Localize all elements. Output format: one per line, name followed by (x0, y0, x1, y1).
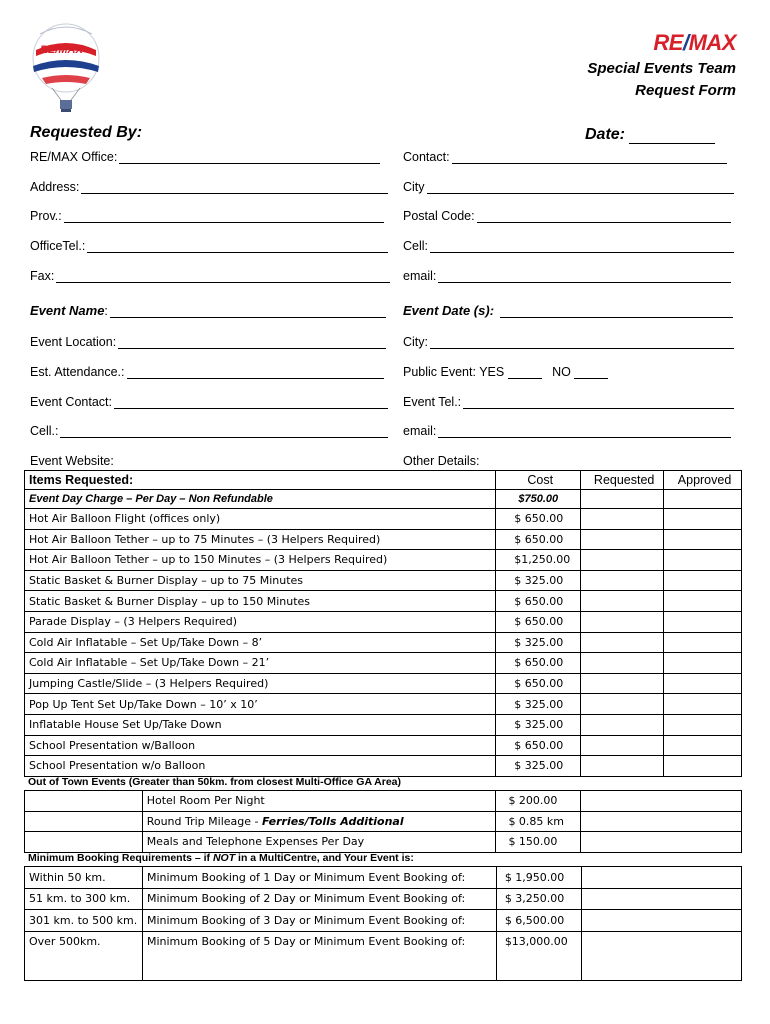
address-field[interactable] (30, 180, 388, 194)
out-of-town-blank-cell (25, 832, 143, 853)
address-line[interactable] (81, 181, 388, 194)
remax-office-line[interactable] (119, 151, 380, 164)
city-line[interactable] (427, 181, 734, 194)
contact-field[interactable] (403, 150, 727, 164)
min-booking-range: Over 500km. (25, 931, 143, 980)
address-label: Address: (30, 180, 80, 194)
min-booking-cost: $ 3,250.00 (496, 888, 581, 910)
item-cost: $ 325.00 (496, 570, 581, 591)
item-row (25, 756, 742, 777)
item-row (25, 735, 742, 756)
fax-label: Fax: (30, 269, 55, 283)
requested-cell[interactable] (581, 591, 664, 612)
item-cost: $ 650.00 (496, 591, 581, 612)
approved-cell[interactable] (664, 570, 742, 591)
approved-cell[interactable] (664, 714, 742, 735)
out-of-town-blank-cell (25, 791, 143, 812)
min-booking-row (25, 931, 742, 980)
cell-field[interactable] (403, 239, 734, 253)
event-location-label: Event Location: (30, 335, 117, 349)
requested-cell[interactable] (581, 509, 664, 530)
out-of-town-cost: $ 200.00 (496, 791, 581, 812)
min-booking-title-pre: Minimum Booking Requirements – if (28, 852, 213, 864)
items-header-row (25, 471, 742, 490)
attendance-label: Est. Attendance.: (30, 365, 125, 379)
city-field[interactable] (403, 180, 734, 194)
out-of-town-item-text: Round Trip Mileage - (146, 814, 262, 828)
event-contact-line[interactable] (114, 396, 388, 409)
item-row (25, 550, 742, 571)
day-charge-label: Event Day Charge – Per Day – Non Refundable (25, 490, 496, 509)
postal-code-line[interactable] (477, 210, 731, 223)
out-of-town-row (25, 791, 742, 812)
out-of-town-item (142, 832, 496, 853)
min-booking-blank-cell[interactable] (581, 910, 741, 932)
item-cost: $1,250.00 (496, 550, 581, 571)
item-name: Jumping Castle/Slide – (3 Helpers Required) (25, 673, 496, 694)
item-row (25, 611, 742, 632)
prov-line[interactable] (64, 210, 384, 223)
cell-line[interactable] (430, 240, 734, 253)
out-of-town-item (142, 811, 496, 832)
approved-cell[interactable] (664, 490, 742, 509)
items-header: Items Requested: (25, 471, 496, 490)
requested-cell[interactable] (581, 653, 664, 674)
out-of-town-cost: $ 0.85 km (496, 811, 581, 832)
balloon-logo-icon (28, 22, 104, 118)
requested-cell[interactable] (581, 550, 664, 571)
approved-cell[interactable] (664, 611, 742, 632)
title-line-2: Request Form (635, 82, 736, 99)
items-requested-table (24, 470, 742, 777)
item-name: Pop Up Tent Set Up/Take Down – 10’ x 10’ (25, 694, 496, 715)
min-booking-desc: Minimum Booking of 1 Day or Minimum Event Booking of: (142, 867, 496, 889)
remax-office-field[interactable] (30, 150, 380, 164)
event-cell-label: Cell.: (30, 424, 59, 438)
out-of-town-item (142, 791, 496, 812)
requested-cell[interactable] (581, 756, 664, 777)
out-of-town-title: Out of Town Events (Greater than 50km. from closest Multi-Office GA Area) (28, 776, 402, 788)
event-name-colon: : (104, 304, 108, 318)
item-row (25, 653, 742, 674)
requested-cell[interactable] (581, 632, 664, 653)
approved-cell[interactable] (664, 673, 742, 694)
min-booking-desc: Minimum Booking of 3 Day or Minimum Event Booking of: (142, 910, 496, 932)
requested-header: Requested (581, 471, 664, 490)
out-of-town-blank-cell[interactable] (581, 791, 742, 812)
event-website-label: Event Website: (30, 454, 114, 468)
brand-left: RE (653, 30, 683, 55)
event-city-label: City: (403, 335, 428, 349)
cost-header: Cost (496, 471, 581, 490)
item-cost: $ 325.00 (496, 714, 581, 735)
requested-cell[interactable] (581, 673, 664, 694)
item-cost: $ 650.00 (496, 529, 581, 550)
item-cost: $ 650.00 (496, 735, 581, 756)
brand-slash: / (682, 30, 689, 55)
public-event-label: Public Event: YES (403, 365, 505, 379)
out-of-town-cost: $ 150.00 (496, 832, 581, 853)
event-tel-label: Event Tel.: (403, 395, 462, 409)
item-name: Hot Air Balloon Flight (offices only) (25, 509, 496, 530)
attendance-field[interactable] (30, 365, 384, 379)
item-row (25, 694, 742, 715)
date-line[interactable] (629, 129, 715, 144)
approved-cell[interactable] (664, 550, 742, 571)
postal-code-field[interactable] (403, 209, 731, 223)
cell-label: Cell: (403, 239, 429, 253)
min-booking-range: 51 km. to 300 km. (25, 888, 143, 910)
out-of-town-row (25, 832, 742, 853)
item-row (25, 632, 742, 653)
item-name: Inflatable House Set Up/Take Down (25, 714, 496, 735)
item-name: School Presentation w/Balloon (25, 735, 496, 756)
item-name: Hot Air Balloon Tether – up to 150 Minutes – (3 Helpers Required) (25, 550, 496, 571)
requested-cell[interactable] (581, 611, 664, 632)
public-event-field[interactable] (403, 365, 608, 379)
event-name-field[interactable] (30, 303, 386, 318)
office-tel-line[interactable] (87, 240, 388, 253)
min-booking-title-post: in a MultiCentre, and Your Event is: (235, 852, 414, 864)
approved-cell[interactable] (664, 632, 742, 653)
item-name: Hot Air Balloon Tether – up to 75 Minutes – (3 Helpers Required) (25, 529, 496, 550)
postal-code-label: Postal Code: (403, 209, 475, 223)
public-no-line[interactable] (574, 366, 608, 379)
out-of-town-item-text: Hotel Room Per Night (146, 794, 265, 808)
fax-line[interactable] (56, 270, 390, 283)
event-cell-line[interactable] (60, 425, 388, 438)
out-of-town-blank-cell (25, 811, 143, 832)
out-of-town-blank-cell[interactable] (581, 811, 742, 832)
event-cell-field[interactable] (30, 424, 388, 438)
min-booking-blank-cell[interactable] (581, 867, 741, 889)
item-name: School Presentation w/o Balloon (25, 756, 496, 777)
approved-cell[interactable] (664, 756, 742, 777)
title-line-1: Special Events Team (587, 60, 736, 77)
event-date-line[interactable] (500, 305, 733, 318)
item-row (25, 509, 742, 530)
requested-cell[interactable] (581, 714, 664, 735)
brand-right: MAX (688, 30, 736, 55)
out-of-town-table (24, 790, 742, 853)
min-booking-cost: $13,000.00 (496, 931, 581, 980)
item-row (25, 673, 742, 694)
item-name: Cold Air Inflatable – Set Up/Take Down – 21’ (25, 653, 496, 674)
event-date-label: Event Date (s): (403, 303, 495, 318)
approved-header: Approved (664, 471, 742, 490)
event-email-line[interactable] (438, 425, 731, 438)
min-booking-cost: $ 6,500.00 (496, 910, 581, 932)
prov-label: Prov.: (30, 209, 62, 223)
min-booking-desc: Minimum Booking of 2 Day or Minimum Event Booking of: (142, 888, 496, 910)
contact-line[interactable] (452, 151, 727, 164)
approved-cell[interactable] (664, 735, 742, 756)
item-cost: $ 325.00 (496, 632, 581, 653)
event-city-field[interactable] (403, 335, 734, 349)
event-tel-line[interactable] (463, 396, 734, 409)
prov-field[interactable] (30, 209, 384, 223)
event-name-label: Event Name (30, 303, 105, 318)
requested-cell[interactable] (581, 490, 664, 509)
public-no-label: NO (552, 365, 571, 379)
approved-cell[interactable] (664, 694, 742, 715)
min-booking-range: Within 50 km. (25, 867, 143, 889)
email-label: email: (403, 269, 437, 283)
brand-wordmark (653, 30, 736, 56)
item-name: Parade Display – (3 Helpers Required) (25, 611, 496, 632)
event-name-line[interactable] (110, 305, 386, 318)
event-location-field[interactable] (30, 335, 386, 349)
email-line[interactable] (438, 270, 731, 283)
svg-text:RE/MAX: RE/MAX (40, 44, 83, 56)
approved-cell[interactable] (664, 529, 742, 550)
public-yes-line[interactable] (508, 366, 542, 379)
requested-by-heading: Requested By: (30, 124, 143, 141)
approved-cell[interactable] (664, 653, 742, 674)
requested-cell[interactable] (581, 735, 664, 756)
out-of-town-item-note: Ferries/Tolls Additional (261, 814, 404, 828)
out-of-town-blank-cell[interactable] (581, 832, 742, 853)
approved-cell[interactable] (664, 509, 742, 530)
min-booking-row (25, 888, 742, 910)
date-field[interactable] (585, 126, 715, 144)
min-booking-row (25, 867, 742, 889)
min-booking-blank-cell[interactable] (581, 931, 741, 980)
item-cost: $ 650.00 (496, 673, 581, 694)
day-charge-row (25, 490, 742, 509)
event-email-field[interactable] (403, 424, 731, 438)
min-booking-table (24, 866, 742, 981)
contact-label: Contact: (403, 150, 450, 164)
event-email-label: email: (403, 424, 437, 438)
fax-field[interactable] (30, 269, 390, 283)
event-contact-label: Event Contact: (30, 395, 112, 409)
out-of-town-item-text: Meals and Telephone Expenses Per Day (146, 835, 365, 849)
min-booking-title-em: NOT (212, 852, 236, 864)
item-cost: $ 325.00 (496, 756, 581, 777)
event-date-field[interactable] (403, 303, 733, 318)
date-label: Date: (585, 126, 626, 143)
requested-cell[interactable] (581, 529, 664, 550)
min-booking-row (25, 910, 742, 932)
event-city-line[interactable] (430, 336, 734, 349)
event-tel-field[interactable] (403, 395, 734, 409)
min-booking-cost: $ 1,950.00 (496, 867, 581, 889)
item-name: Static Basket & Burner Display – up to 75 Minutes (25, 570, 496, 591)
min-booking-range: 301 km. to 500 km. (25, 910, 143, 932)
item-name: Static Basket & Burner Display – up to 150 Minutes (25, 591, 496, 612)
other-details-label: Other Details: (403, 454, 480, 468)
item-row (25, 591, 742, 612)
form-title (587, 58, 736, 102)
attendance-line[interactable] (127, 366, 384, 379)
min-booking-desc: Minimum Booking of 5 Day or Minimum Event Booking of: (142, 931, 496, 980)
email-field[interactable] (403, 269, 731, 283)
requested-cell[interactable] (581, 694, 664, 715)
min-booking-blank-cell[interactable] (581, 888, 741, 910)
approved-cell[interactable] (664, 591, 742, 612)
item-name: Cold Air Inflatable – Set Up/Take Down – 8’ (25, 632, 496, 653)
day-charge-cost: $750.00 (496, 490, 581, 509)
item-row (25, 570, 742, 591)
item-cost: $ 325.00 (496, 694, 581, 715)
item-cost: $ 650.00 (496, 653, 581, 674)
event-contact-field[interactable] (30, 395, 388, 409)
office-tel-field[interactable] (30, 239, 388, 253)
out-of-town-row (25, 811, 742, 832)
item-cost: $ 650.00 (496, 509, 581, 530)
requested-cell[interactable] (581, 570, 664, 591)
item-cost: $ 650.00 (496, 611, 581, 632)
city-label: City (403, 180, 425, 194)
item-row (25, 529, 742, 550)
event-location-line[interactable] (118, 336, 386, 349)
item-row (25, 714, 742, 735)
min-booking-title (28, 852, 414, 864)
office-tel-label: OfficeTel.: (30, 239, 86, 253)
remax-office-label: RE/MAX Office: (30, 150, 118, 164)
